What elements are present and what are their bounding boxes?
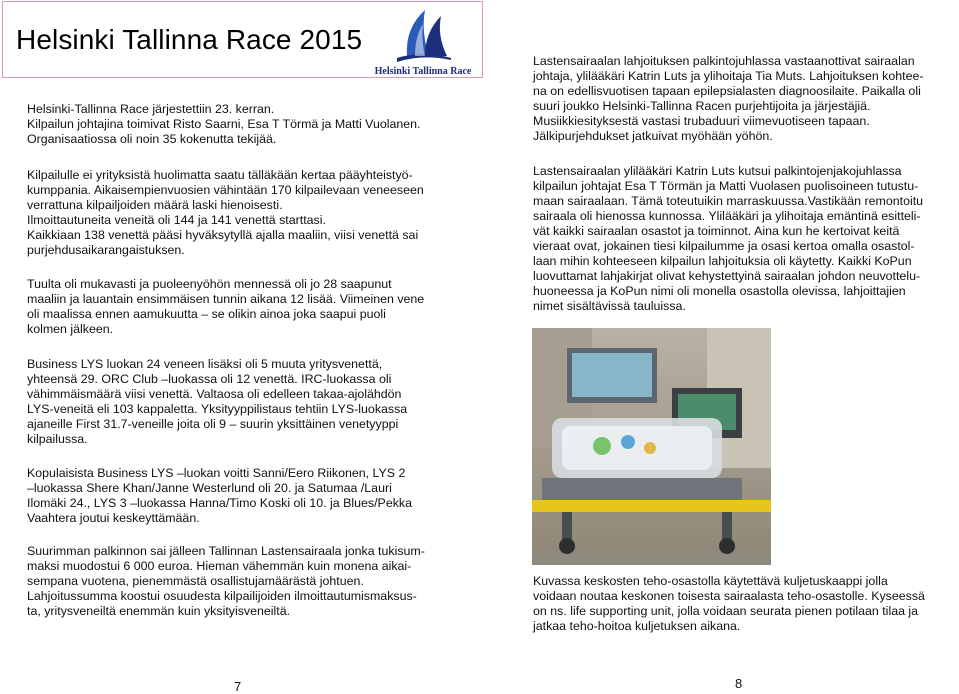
text-line: voidaan noutaa keskonen toisesta sairaalasta teho-osastolle. Kyseessä — [533, 589, 925, 603]
text-line: Musiikkiesityksestä vastasi trubaduuri viimevuotiseen tapaan. — [533, 114, 870, 128]
race-logo — [367, 6, 479, 78]
text-line: LYS-veneitä eli 103 kappaletta. Yksityyppilistaus tehtiin LYS-luokassa — [27, 402, 408, 416]
text-line: Jälkipurjehdukset jatkuivat myöhään yöhön. — [533, 129, 773, 143]
paragraph-participants — [27, 168, 467, 258]
text-line: luovuttamat lahjakirjat olivat kehystettyinä sairaalan johdon neuvottelu- — [533, 269, 921, 283]
text-line: –luokassa Shere Khan/Janne Westerlund oli 20. ja Satumaa /Lauri — [27, 481, 392, 495]
text-line: Business LYS luokan 24 veneen lisäksi oli 5 muuta yritysvenettä, — [27, 357, 383, 371]
text-line: sempana vuotena, pienemmästä osallistujamäärästä johtuen. — [27, 574, 364, 588]
paragraph-classes — [27, 357, 467, 447]
text-line: vät kaikki sairaalan osastot ja toiminnot. Aina kun he kertoivat keitä — [533, 224, 900, 238]
paragraph-hospital-ceremony — [533, 54, 953, 144]
text-line: Ilomäki 24., LYS 3 –luokassa Hanna/Timo Koski oli 10. ja Blues/Pekka — [27, 496, 412, 510]
text-line: kolmen jälkeen. — [27, 322, 114, 336]
page-number-left: 7 — [234, 679, 242, 694]
text-line: laan mihin kohteeseen kilpailun lahjoituksia oli käytetty. Kaikki KoPun — [533, 254, 912, 268]
text-line: yhteensä 29. ORC Club –luokassa oli 12 venettä. IRC-luokassa oli — [27, 372, 392, 386]
incubator-illustration — [532, 328, 771, 565]
text-line: jatkaa teho-hoitoa kuljetuksen aikana. — [533, 619, 741, 633]
text-line: huoneessa ja KoPun nimi oli monella osastolla olevissa, lahjoittajien — [533, 284, 906, 298]
text-line: Organisaatiossa oli noin 35 kokenutta tekijää. — [27, 132, 277, 146]
text-line: oli maalissa ennen aamukuutta – se olikin ainoa joka saapui puoli — [27, 307, 386, 321]
text-line: na on edellisvuotisen tapaan epilepsialasten diagnoosilaite. Paikalla oli — [533, 84, 921, 98]
text-line: ta, yritysveneiltä enemmän kuin yksityisveneiltä. — [27, 604, 291, 618]
text-line: Suurimman palkinnon sai jälleen Tallinnan Lastensairaala jonka tukisum- — [27, 544, 425, 558]
text-line: Kilpailun johtajina toimivat Risto Saarni, Esa T Törmä ja Matti Vuolanen. — [27, 117, 421, 131]
text-line: Kaikkiaan 138 venettä pääsi hyväksytyllä ajalla maaliin, viisi venettä sai — [27, 228, 419, 242]
text-line: Kopulaisista Business LYS –luokan voitti Sanni/Eero Riikonen, LYS 2 — [27, 466, 406, 480]
text-line: Kilpailulle ei yrityksistä huolimatta saatu tälläkään kertaa pääyhteistyö- — [27, 168, 413, 182]
text-line: Lahjoitussumma koostui osuudesta kilpailijoiden ilmoittautumismaksus- — [27, 589, 417, 603]
text-line: maaliin ja lauantain ensimmäisen tunnin aikana 12 lisää. Viimeinen vene — [27, 292, 425, 306]
logo-text: Helsinki Tallinna Race — [374, 66, 472, 77]
text-line: ajaneille First 31.7-veneille joita oli 9 – suurin yksittäinen venetyyppi — [27, 417, 399, 431]
paragraph-organization — [27, 102, 467, 147]
text-line: sairaala oli hienossa kunnossa. Ylilääkäri ja ylihoitaja emäntinä esitteli- — [533, 209, 921, 223]
text-line: Vaahtera joutui keskeyttämään. — [27, 511, 200, 525]
text-line: purjehdusaikarangaistuksen. — [27, 243, 185, 257]
paragraph-finish — [27, 277, 467, 337]
paragraph-donation — [27, 544, 467, 619]
text-line: suuri joukko Helsinki-Tallinna Racen purjehtijoita ja järjestäjiä. — [533, 99, 871, 113]
text-line: Kuvassa keskosten teho-osastolla käytettävä kuljetuskaappi jolla — [533, 574, 888, 588]
text-line: vieraat ovat, jokainen tiesi kilpailumme ja osasi kertoa omalla osastol- — [533, 239, 915, 253]
text-line: nimet sisältävissä tauluissa. — [533, 299, 686, 313]
page-title: Helsinki Tallinna Race 2015 — [16, 24, 363, 55]
header-box — [2, 1, 483, 78]
text-line: johtaja, ylilääkäri Katrin Luts ja ylihoitaja Tia Muts. Lahjoituksen kohtee- — [533, 69, 924, 83]
text-line: Tuulta oli mukavasti ja puoleenyöhön mennessä oli jo 28 saapunut — [27, 277, 392, 291]
text-line: maksi muodostui 6 000 euroa. Hieman vähemmän kuin monena aikai- — [27, 559, 412, 573]
text-line: kilpailussa. — [27, 432, 88, 446]
sail-logo-icon — [395, 6, 453, 64]
paragraph-hospital-visit — [533, 164, 953, 314]
paragraph-results — [27, 466, 467, 526]
text-line: kilpailun johtajat Esa T Törmän ja Matti Vuolasen puolisoineen tutustu- — [533, 179, 919, 193]
text-line: Lastensairaalan lahjoituksen palkintojuhlassa vastaanottivat sairaalan — [533, 54, 915, 68]
text-line: verrattuna kilpailjoiden määrä laski hienoisesti. — [27, 198, 283, 212]
text-line: kumppania. Aikaisempienvuosien vähintään 170 kilpailevaan veneeseen — [27, 183, 424, 197]
text-line: Helsinki-Tallinna Race järjestettiin 23. kerran. — [27, 102, 275, 116]
text-line: on ns. life supporting unit, jolla voidaan seurata pienen potilaan tilaa ja — [533, 604, 919, 618]
photo-caption — [533, 574, 953, 634]
incubator-photo — [532, 328, 771, 565]
text-line: Lastensairaalan ylilääkäri Katrin Luts kutsui palkintojenjakojuhlassa — [533, 164, 902, 178]
page-number-right: 8 — [735, 676, 743, 691]
text-line: maan sairaalaan. Tämä toteutuikin marraskuussa.Vastikään remontoitu — [533, 194, 924, 208]
text-line: Ilmoittautuneita veneitä oli 144 ja 141 venettä starttasi. — [27, 213, 326, 227]
text-line: vähimmäismäärä viisi venettä. Valtaosa oli edelleen takaa-ajolähdön — [27, 387, 402, 401]
